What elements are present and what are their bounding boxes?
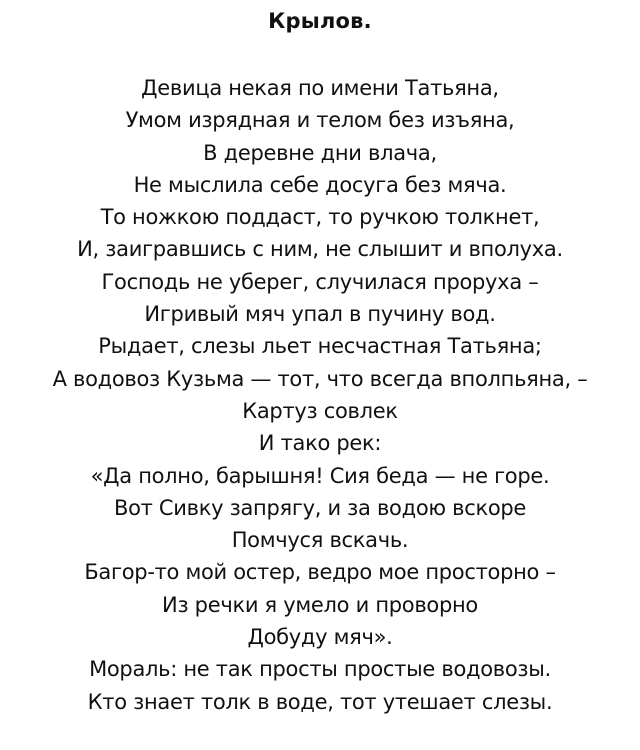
poem-line: Кто знает толк в воде, тот утешает слезы. [87,689,553,714]
poem-line: И тако рек: [258,431,382,456]
poem-line: Добуду мяч». [247,625,393,650]
poem-line: Господь не уберег, случилася проруха – [101,269,539,294]
poem-line: Рыдает, слезы льет несчастная Татьяна; [98,334,542,359]
poem-line: Мораль: не так просты простые водовозы. [89,657,551,682]
poem-line: Багор-то мой остер, ведро мое просторно – [84,560,556,585]
poem-line: В деревне дни влача, [203,140,437,165]
poem-line: Вот Сивку запрягу, и за водою вскоре [113,495,527,520]
poem-line: Картуз совлек [242,398,398,423]
poem-body [0,72,640,718]
poem-line: Помчуся вскачь. [231,528,409,553]
poem-line: Девица некая по имени Татьяна, [141,76,499,100]
poem-line: Игривый мяч упал в пучину вод. [144,302,496,327]
poem-line: Умом изрядная и телом без изъяна, [125,108,515,133]
poem-line: Из речки я умело и проворно [162,592,478,617]
poem-line: То ножкою поддаст, то ручкою толкнет, [100,205,540,230]
poem-line: И, заигравшись с ним, не слышит и вполуха. [77,237,563,262]
poem-title: Крылов. [268,9,372,33]
poem-line: «Да полно, барышня! Сия беда — не горе. [90,463,550,488]
poem-line: Не мыслила себе досуга без мяча. [133,172,507,197]
poem-line: А водовоз Кузьма — тот, что всегда вполпьяна, – [52,366,588,391]
